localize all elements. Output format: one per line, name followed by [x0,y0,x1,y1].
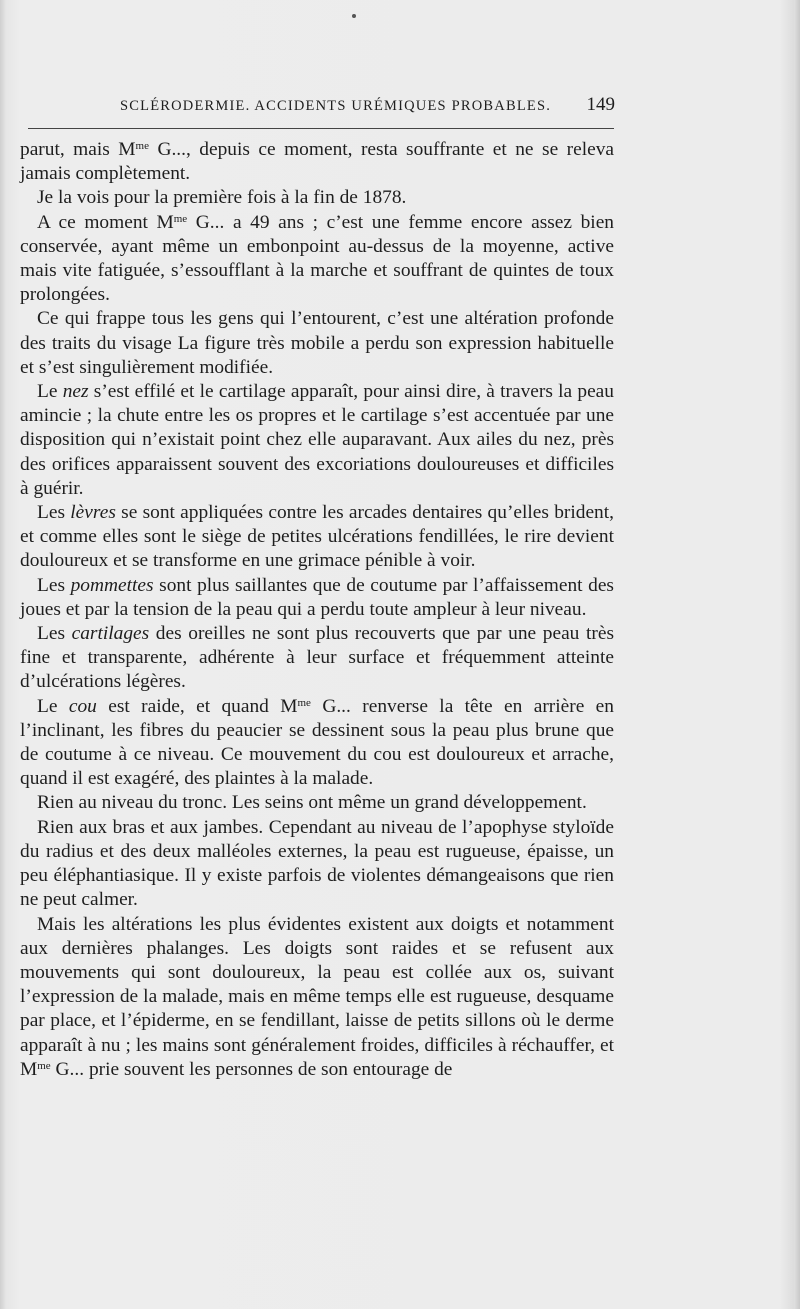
paragraph-p8 [20,622,614,695]
text-run: des oreilles ne sont plus recouverts que par une peau très fine et transparente, adhérente à leur surface et fréquemment atteinte d’ulcérations légères. [20,623,614,693]
text-run: se sont appliquées contre les arcades dentaires qu’elles brident, et comme elles sont le siège de petites ulcérations fendillées, le rire devient douloureux et se transforme en une grimace pénible à voir. [20,502,614,572]
paragraph-p7 [20,574,614,622]
ink-dot [352,14,356,18]
text-run: sont plus saillantes que de coutume par l’affaissement des joues et par la tension de la peau qui a perdu toute ampleur à leur niveau. [20,574,614,620]
paragraph-p10 [20,791,614,815]
italic-term: pommettes [70,574,154,596]
text-run: parut, mais M [20,139,136,160]
text-run: A ce moment M [37,211,174,233]
paragraph-p11 [20,816,614,913]
text-run: Rien aux bras et aux jambes. Cependant au niveau de l’apophyse styloïde du radius et des deux malléoles externes, la peau est rugueuse, épaisse, un peu éléphantiasique. Il y existe parfois de violentes démangeaisons que rien ne peut calmer. [20,816,614,911]
text-run: G... prie souvent les personnes de son entourage de [50,1058,453,1080]
text-run: Les [37,623,72,645]
paragraph-p5 [20,380,614,501]
text-run: Rien au niveau du tronc. Les seins ont même un grand développement. [37,792,587,814]
paragraph-p1 [20,138,614,186]
superscript: me [297,696,311,709]
text-run: Ce qui frappe tous les gens qui l’entourent, c’est une altération profonde des traits du visage La figure très mobile a perdu son expression habituelle et s’est singulièrement modifiée. [20,308,614,378]
paragraph-p9 [20,695,614,792]
italic-term: nez [62,381,89,403]
text-run: Les [37,502,71,524]
header-rule [28,128,614,129]
paragraph-p12 [20,913,614,1082]
italic-term: lèvres [70,502,116,524]
text-run: G... a 49 ans ; c’est une femme encore assez bien conservée, ayant même un embonpoint au-dessus de la moyenne, active mais vite fatiguée, s’essoufflant à la marche et souffrant de quintes de toux prolongées. [20,211,614,306]
running-title: SCLÉRODERMIE. ACCIDENTS URÉMIQUES PROBABLES. [120,98,552,114]
text-run: Le [37,381,63,403]
superscript: me [173,212,188,225]
text-run: est raide, et quand M [96,695,298,717]
italic-term: cartilages [71,623,150,645]
text-run: Je la vois pour la première fois à la fin de 1878. [37,187,407,209]
text-run: G... renverse la tête en arrière en l’inclinant, les fibres du peaucier se dessinent sous la peau plus brune que de coutume à ce niveau. Ce mouvement du cou est douloureux et arrache, quand il est exagéré, des plaintes à la malade. [20,695,614,790]
paragraph-p2 [20,186,614,210]
superscript: me [135,140,149,152]
page-number: 149 [586,94,615,115]
paragraph-p3 [20,211,614,308]
italic-term: cou [68,695,97,717]
text-run: s’est effilé et le cartilage apparaît, pour ainsi dire, à travers la peau amincie ; la chute entre les os propres et le cartilage s’est accentuée par une disposition qui n’existait point chez elle auparavant. Aux ailes du nez, près des orifices apparaissent souvent des excoriations douloureuses et difficiles à guérir. [20,381,614,499]
text-run: Les [37,574,71,596]
paragraph-p4 [20,307,614,380]
text-run: Le [37,695,69,717]
paragraph-p6 [20,501,614,574]
body-text [20,138,614,1082]
text-run: G..., depuis ce moment, resta souffrante et ne se releva jamais complètement. [20,139,615,185]
superscript: me [37,1059,51,1072]
text-run: Mais les altérations les plus évidentes existent aux doigts et notamment aux dernières phalanges. Les doigts sont raides et se refusent aux mouvements qui sont douloureux, la peau est collée aux os, suivant l’expression de la malade, mais en même temps elle est rugueuse, desquame par place, et l’épiderme, en se fendillant, laisse de petits sillons où le derme apparaît à nu ; les mains sont généralement froides, difficiles à réchauffer, et M [20,913,614,1080]
